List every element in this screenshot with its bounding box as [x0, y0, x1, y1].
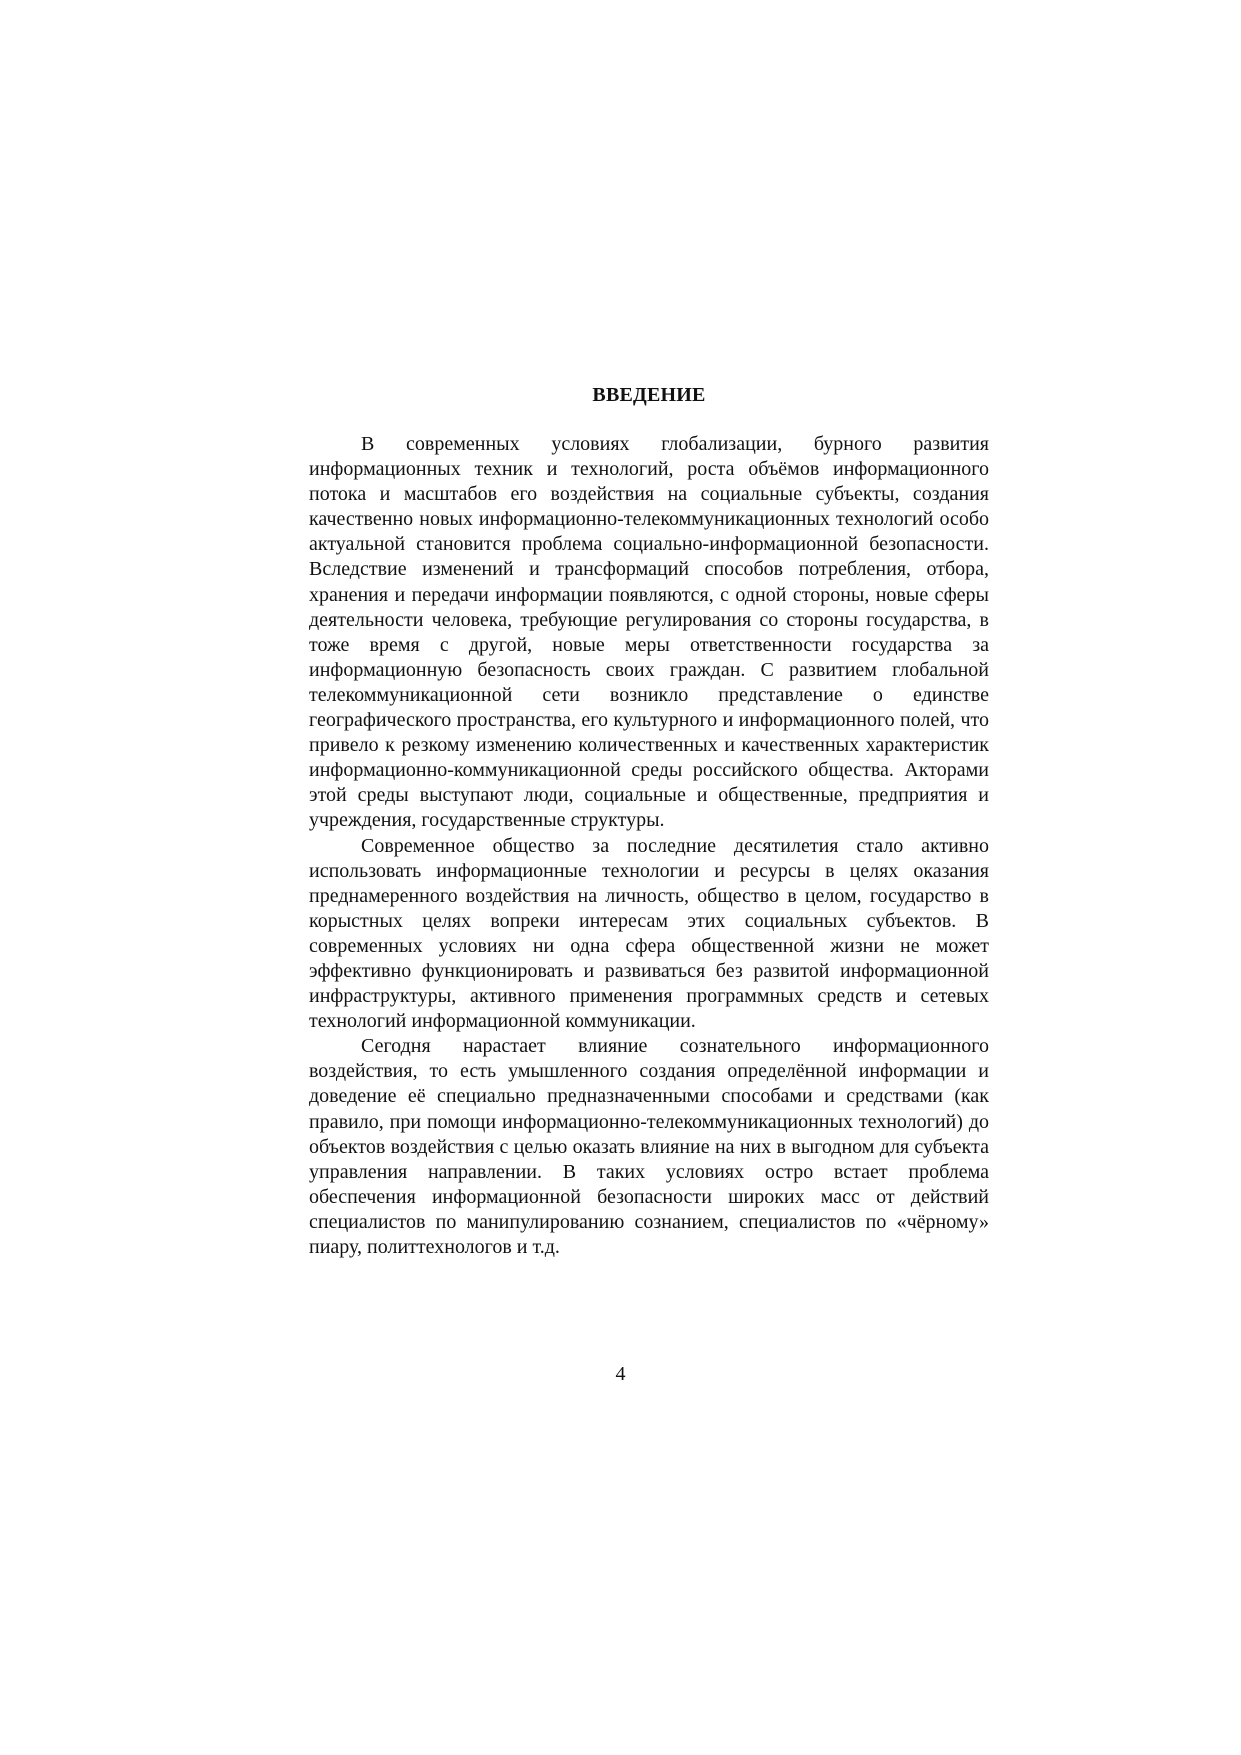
paragraph-intro: В современных условиях глобализации, бурного развития информационных техник и технологий, роста объёмов информационного потока и масштабов его воздействия на социальные субъекты, создания качественно новых информационно-телекоммуникационных технологий особо актуальной становится проблема социально-информационной безопасности. Вследствие изменений и трансформаций способов потребления, отбора, хранения и передачи информации появляются, с одной стороны, новые сферы деятельности человека, требующие регулирования со стороны государства, в тоже время с другой, новые меры ответственности государства за информационную безопасность своих граждан. С развитием глобальной телекоммуникационной сети возникло представление о единстве географического пространства, его культурного и информационного полей, что привело к резкому изменению количественных и качественных характеристик информационно-коммуникационной среды российского общества. Акторами этой среды выступают люди, социальные и общественные, предприятия и учреждения, государственные структуры. [309, 433, 989, 832]
paragraph-information-influence: Сегодня нарастает влияние сознательного информационного воздействия, то есть умышленного создания определённой информации и доведение её специально предназначенными способами и средствами (как правило, при помощи информационно-телекоммуникационных технологий) до объектов воздействия с целью оказать влияние на них в выгодном для субъекта управления направлении. В таких условиях остро встает проблема обеспечения информационной безопасности широких масс от действий специалистов по манипулированию сознанием, специалистов по «чёрному» пиару, политтехнологов и т.д. [309, 1035, 989, 1258]
chapter-title: ВВЕДЕНИЕ [592, 384, 706, 406]
page-number: 4 [615, 1363, 626, 1385]
paragraph-modern-society: Современное общество за последние десятилетия стало активно использовать информационные технологии и ресурсы в целях оказания преднамеренного воздействия на личность, общество в целом, государство в корыстных целях вопреки интересам этих социальных субъектов. В современных условиях ни одна сфера общественной жизни не может эффективно функционировать и развиваться без развитой информационной инфраструктуры, активного применения программных средств и сетевых технологий информационной коммуникации. [309, 834, 989, 1033]
page-content [309, 383, 989, 1260]
